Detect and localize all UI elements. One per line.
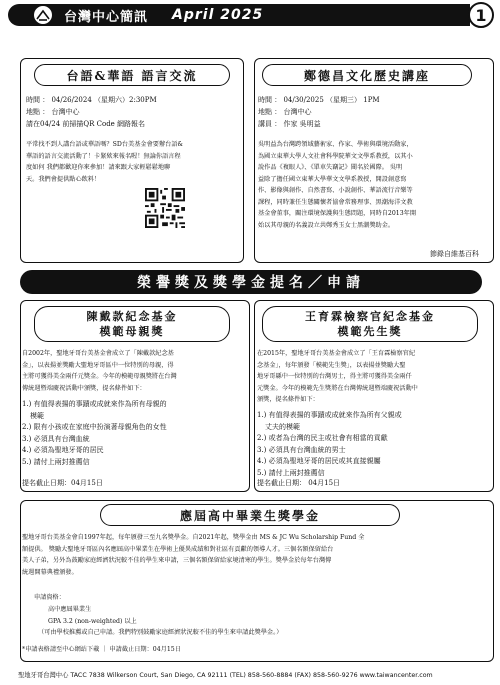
event2-source: 節錄自維基百科 <box>430 250 479 258</box>
event1-time: 時間 ： 04/26/2024 （星期六）2:30PM <box>26 96 157 104</box>
father-award-title: 王育霖檢察官紀念基金 模範先生獎 <box>262 306 478 342</box>
father-award-deadline: 提名截止日期： 04月15日 <box>257 479 341 487</box>
mother-award-description: 自2002年，聖地牙哥台美基金會成立了「陳戴款紀念基 金」，以表揚並獎勵大聖地牙哥區中一位特別的母親，得 主將可獲得美金兩仟元獎金。今年的模範母親獎將在台灣 傳統週暨端慶祝活動中頒獎，提名條件如下： <box>22 350 177 392</box>
footer-contact: 聖地牙哥台灣中心 TACC 7838 Wilkerson Court, San Diego, CA 92111 (TEL) 858-560-8884 (FAX) 858-560-9276 www.taiwancenter.com <box>18 672 433 679</box>
father-award-criteria: 1.) 有值得表揚的事蹟或成就來作為所有父親或 丈夫的模範 2.) 或者為台灣的民主或社會有相當的貢獻 3.) 必須具有台灣血統的男士 4.) 必須為聖地牙哥的居民或其直接親屬 5.) 請付上兩封推薦信 <box>257 411 402 477</box>
scholarship-requirements: 高中應屆畢業生 GPA 3.2 (non-weighted) 以上 （可由學校推薦或自己申請。我們特別鼓勵家庭經濟狀況較不佳的學生來申請此獎學金。） <box>38 606 283 636</box>
event2-description: 吳明益為台灣跨領域藝術家、作家、學術與環境活動家， 為國立東華大學人文社會科學院華文文學系教授，以其小 說作品《複眼人》、《單車失竊記》聞名於國際。 吳明 益除了擔任國立東華大學華文文學系教授，開設創意寫 作、影像與創作、自然書寫、小說創作、華語流行音樂等 課程，同時兼任生態關懷者協會常務理事、黑潮海洋文教 基金會董事，關注環境保護與生態問題，同時自2013年開 始以其母親的名義設立共鄭秀玉女士黑潮獎助金。 <box>258 141 417 229</box>
scholarship-requirements-label: 申請資格： <box>34 594 65 601</box>
event1-place: 地點 ： 台灣中心 <box>26 108 80 116</box>
mother-award-criteria: 1.) 有值得表揚的事蹟或成就來作為所有母親的 模範 2.) 限有小孩或在家庭中扮演著母親角色的女性 3.) 必須具有台灣血統 4.) 必須為聖地牙哥的居民 5.) 請付上兩封推薦信 <box>22 400 167 466</box>
mother-award-title: 陳戴款紀念基金 模範母親獎 <box>34 306 230 342</box>
scholarship-title: 應屆高中畢業生獎學金 <box>100 504 400 526</box>
event1-description: 平常找不到人講台語或華語嗎？SD台美基金會要辦台語& 華語的語言交流活動了！卡緊欸來報名喔！無論你語言程 度如何 我們都歡迎你來參加！請來跟大家輕鬆鬆地聊 天。我們會提供點心飲料！ <box>26 141 184 183</box>
issue-month: April 2025 <box>172 7 264 23</box>
father-award-description: 在2015年，聖地牙哥台美基金會成立了「王育霖檢察官紀 念基金」，每年頒發「模範先生獎」，以表揚並獎勵大聖 地牙哥縣中一位特別的台灣男士，得主將可獲得美金兩仟 元獎金。今年的模範先生獎將在台灣傳統週暨端慶祝活動中 頒獎，提名條件如下： <box>257 350 418 403</box>
center-logo-icon <box>32 4 54 26</box>
lecture-title: 鄭德昌文化歷史講座 <box>262 64 472 86</box>
mother-award-deadline: 提名截止日期：04月15日 <box>22 479 103 487</box>
language-exchange-title: 台語&華語 語言交流 <box>34 64 230 86</box>
event1-registration-note: 請在04/24 前掃描QR Code 網路報名 <box>26 120 146 128</box>
event2-time: 時間 ： 04/30/2025 （星期三） 1PM <box>258 96 380 104</box>
scholarship-description: 聖地牙哥台美基金會自1997年起，每年頒發三至九名獎學金。自2021年起，獎學金由 MS & JC Wu Scholarship Fund 全 額提供。 獎勵大聖地牙哥區內名應屆高中畢業生在學術上優異成績和對社區有貢獻的領導人才。三個名額保留給台 美人子弟，另外為鼓勵家庭經濟狀況較不佳的學生來申請，三個名額保留給家境清寒的學生。獎學金於每年台灣傳 統週開幕典禮頒發。 <box>22 534 365 576</box>
newsletter-title: 台灣中心簡訊 <box>64 9 149 25</box>
event2-place: 地點 ： 台灣中心 <box>258 108 312 116</box>
masthead <box>8 4 470 26</box>
registration-qr-code[interactable] <box>145 188 185 228</box>
event2-speaker: 講員 ： 作家 吳明益 <box>258 120 321 128</box>
scholarship-form-note[interactable]: *申請表格請至中心網站下載 ｜ 申請截止日期：04月15日 <box>22 646 181 653</box>
awards-banner: 榮譽獎及獎學金提名／申請 <box>20 270 482 294</box>
page-number: 1 <box>468 2 494 28</box>
